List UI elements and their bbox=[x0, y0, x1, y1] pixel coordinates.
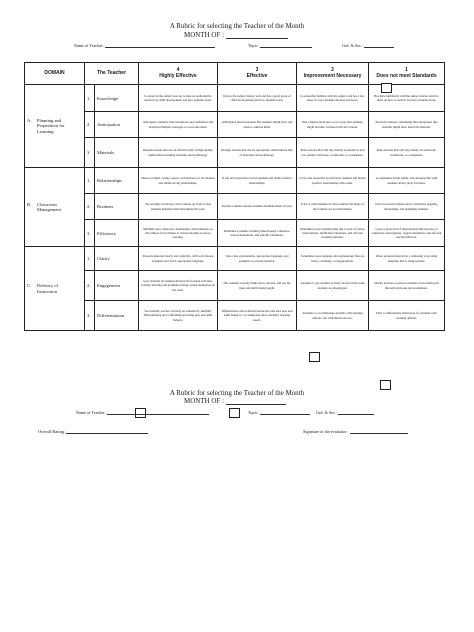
footer-teacher-label: Name of Teacher: bbox=[76, 410, 106, 415]
overall-rating-input-line[interactable] bbox=[66, 428, 148, 434]
criterion-label: Relationships bbox=[95, 168, 139, 194]
header-teacher: The Teacher bbox=[85, 63, 139, 85]
footer-topic-label: Topic: bbox=[248, 410, 259, 415]
checkbox-2[interactable] bbox=[309, 352, 320, 362]
footer-month-field bbox=[184, 397, 286, 405]
overall-rating-label: Overall Rating: bbox=[38, 429, 66, 434]
criterion-label: Clarity bbox=[95, 247, 139, 271]
footer-grd-label: Grd. & Sec.: bbox=[316, 410, 338, 415]
teacher-label: Name of Teacher: bbox=[74, 43, 104, 48]
table-row: 3. Differentiation Successfully reaches virtually all students by skillfully differentiating and scaffolding and using peer and adult helpers. Differentiates and scaffolds instruction and uses peer and adult helpers to accommodate most students' learning needs. Attempts to accommodate students with learning deficits, but with mixed success. Fails to differentiate instruction for students with learning deficits. bbox=[25, 301, 445, 331]
header-effective: 3 Effective bbox=[218, 63, 297, 85]
signature-label: Signature of the evaluator : bbox=[303, 429, 349, 434]
footer-teacher-field bbox=[76, 409, 209, 415]
table-row: 2. Engagement Gets virtually all students involved in focused activities, actively learning and problem-solving, losing themselves in the work. Has students actively think about, discuss, and use the ideas and skills being taught. Attempts to get students actively involved but some students are disengaged. Mostly lectures to passive students or has them plod through textbooks and worksheets. bbox=[25, 271, 445, 301]
table-row: B. Classroom Management 1. Relationships Shows warmth, caring, respect, and fairness for all students and builds strong relationships. Is fair and respectful toward students and builds positive relationships. Is fair and respectful toward most students and builds positive relationships with some. Is sometimes harsh, unfair, and disrespectful with students and/or plays favorites. bbox=[25, 168, 445, 194]
footer-topic-input-line[interactable] bbox=[260, 409, 310, 415]
domain-a-cell: A. Planning and Preparation for Learning bbox=[25, 85, 85, 168]
topic-input-line[interactable] bbox=[260, 42, 312, 48]
month-input-line[interactable] bbox=[226, 33, 288, 39]
criterion-label: Anticipation bbox=[95, 112, 139, 138]
grd-field bbox=[342, 42, 394, 48]
table-row: 3. Efficiency Skillfully uses coherence, momentum, and transitions so that almost every minute of classroom time produces learning. Maintains academic learning time through coherence, lesson momentum, and smooth transitions. Sometimes loses teaching time due to lack of clarity, interruptions, inefficient transitions, and off-task teaching behavior. Loses a great deal of instructional time because of confusion, interruptions, ragged transitions, and off-task teacher behavior. bbox=[25, 220, 445, 247]
domain-c-cell: C. Delivery of Instruction bbox=[25, 247, 85, 331]
checkbox-1[interactable] bbox=[381, 83, 392, 93]
table-row: C. Delivery of Instruction 1. Clarity Presents material clearly and explicitly, with well-chosen examples and vivid, appropriate language. Uses clear explanations, appropriate language, and examples to present material. Sometimes uses language and explanations that are fuzzy, confusing, or inappropriate. Often presents material in a confusing way, using language that is inappropriate. bbox=[25, 247, 445, 271]
footer-month-label: MONTH OF : bbox=[184, 397, 225, 405]
table-row: 2. Anticipation Anticipates students' misconceptions and confusions and develops multiple strategies to overcome them. Anticipates misconceptions that students might have and plans to address them. Has a hunch about one or two ways that students might become confused with the content. Proceeds without considering misconceptions that students might have about the material. bbox=[25, 112, 445, 138]
rubric-table bbox=[24, 62, 445, 331]
criterion-label: Routines bbox=[95, 194, 139, 220]
header-does-not-meet: 1 Does not meet Standards bbox=[369, 63, 445, 85]
criterion-label: Differentiation bbox=[95, 301, 139, 331]
teacher-input-line[interactable] bbox=[105, 42, 215, 48]
domain-b-cell: B. Classroom Management bbox=[25, 168, 85, 247]
month-label: MONTH OF : bbox=[184, 31, 225, 39]
footer-grd-field bbox=[316, 409, 374, 415]
teacher-field bbox=[74, 42, 215, 48]
criterion-label: Efficiency bbox=[95, 220, 139, 247]
table-row: 2. Routines Successfully inculcates class routines up front so that students maintain them throughout the year. Teaches routines and has students maintain them all year. Tries to train students in class routines but many of the routines are not maintained. Does not teach routines and is constantly nagging, threatening, and punishing students. bbox=[25, 194, 445, 220]
criterion-label: Materials bbox=[95, 138, 139, 168]
footer-title: A Rubric for selecting the Teacher of the Month bbox=[169, 389, 305, 397]
grd-label: Grd. & Sec.: bbox=[342, 43, 364, 48]
signature-field bbox=[303, 428, 408, 434]
criterion-label: Knowledge bbox=[95, 85, 139, 112]
table-header-row bbox=[25, 63, 445, 85]
page-title: A Rubric for selecting the Teacher of the Month bbox=[169, 22, 305, 30]
grd-input-line[interactable] bbox=[364, 42, 394, 48]
month-field bbox=[184, 31, 288, 39]
table-row: 3. Materials Designs lessons that use an effective mix of high-quality, multicultural learning materials and technology. Designs lessons that use an appropriate, multicultural mix of materials and technology. Plans lessons that will rely mainly on mediocre and low-quality textbooks, workbooks, or worksheets. Plans lessons that will rely mainly on textbooks, workbooks, or worksheets. bbox=[25, 138, 445, 168]
criterion-label: Engagement bbox=[95, 271, 139, 301]
footer-teacher-input-line[interactable] bbox=[107, 409, 209, 415]
table-row: A. Planning and Preparation for Learning 1. Knowledge Is expert in the subject area up to date on authoritative research on child development and how students learn. Knows the subject matter well and has a good grasp of child development and how students learn. Is somewhat familiar with the subject and has a few ideas of ways students develop and learn. Has little familiarity with the subject matter and few ideas on how to teach it and how students learn. bbox=[25, 85, 445, 112]
signature-input-line[interactable] bbox=[350, 428, 408, 434]
topic-field bbox=[248, 42, 312, 48]
header-highly-effective: 4 Highly Effective bbox=[139, 63, 218, 85]
header-improvement-necessary: 2 Improvement Necessary bbox=[297, 63, 369, 85]
footer-topic-field bbox=[248, 409, 310, 415]
header-domain: DOMAIN bbox=[25, 63, 85, 85]
footer-grd-input-line[interactable] bbox=[338, 409, 374, 415]
checkbox-5[interactable] bbox=[229, 408, 240, 418]
footer-month-input-line[interactable] bbox=[226, 399, 286, 405]
topic-label: Topic: bbox=[248, 43, 259, 48]
overall-rating-field bbox=[38, 428, 148, 434]
